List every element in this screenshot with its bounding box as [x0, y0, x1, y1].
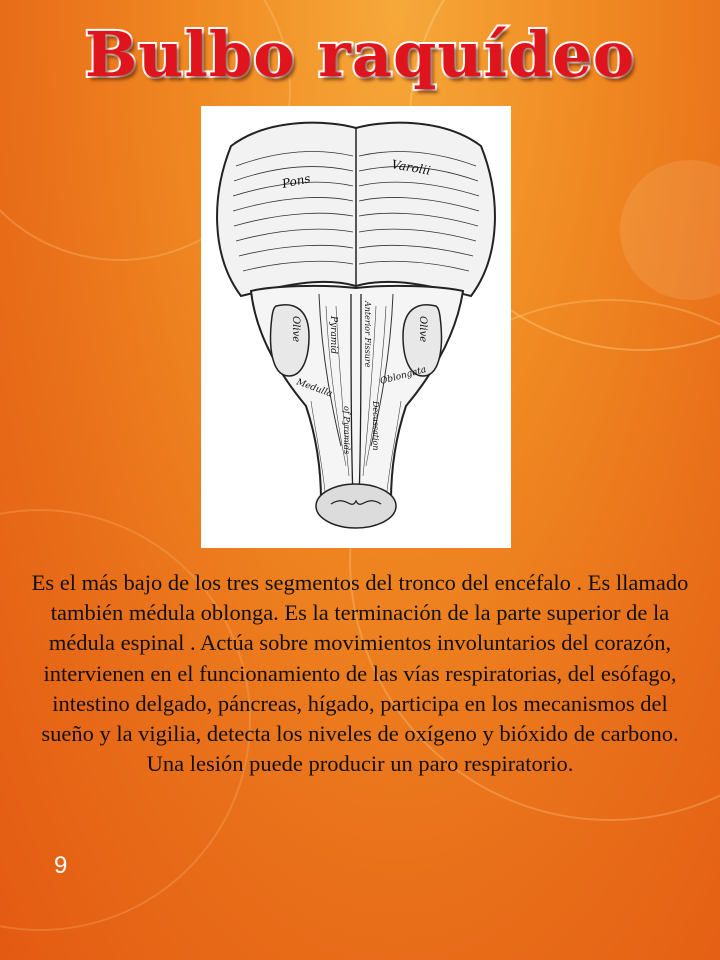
slide-title: Bulbo raquídeo	[84, 18, 636, 91]
label-oblongata: Oblongata	[379, 364, 428, 387]
label-pyramid: Pyramid	[328, 316, 338, 354]
label-varolii: Varolii	[390, 157, 432, 178]
label-pons: Pons	[280, 171, 312, 191]
label-of-pyramids: of Pyramids	[342, 406, 351, 455]
description-paragraph: Es el más bajo de los tres segmentos del tronco del encéfalo . Es llamado también médula oblonga. Es la terminación de la parte superior de la médula espinal . Actúa sobre movimientos involuntarios del corazón, intervienen en el funcionamiento de las vías respiratorias, del esófago, intestino delgado, páncreas, hígado, participa en los mecanismos del sueño y la vigilia, detecta los niveles de oxígeno y bióxido de carbono. Una lesión puede producir un paro respiratorio.	[31, 570, 689, 777]
page-number: 9	[54, 852, 68, 879]
left-olive	[271, 305, 309, 376]
label-fissure: Anterior Fissure	[363, 301, 372, 368]
medulla-illustration	[201, 106, 511, 548]
label-decussation: Decussation	[371, 401, 380, 451]
label-medulla: Medulla	[294, 377, 334, 400]
label-olive-right: Olive	[417, 316, 428, 343]
label-olive-left: Olive	[290, 316, 301, 343]
spinal-cut	[316, 484, 396, 528]
